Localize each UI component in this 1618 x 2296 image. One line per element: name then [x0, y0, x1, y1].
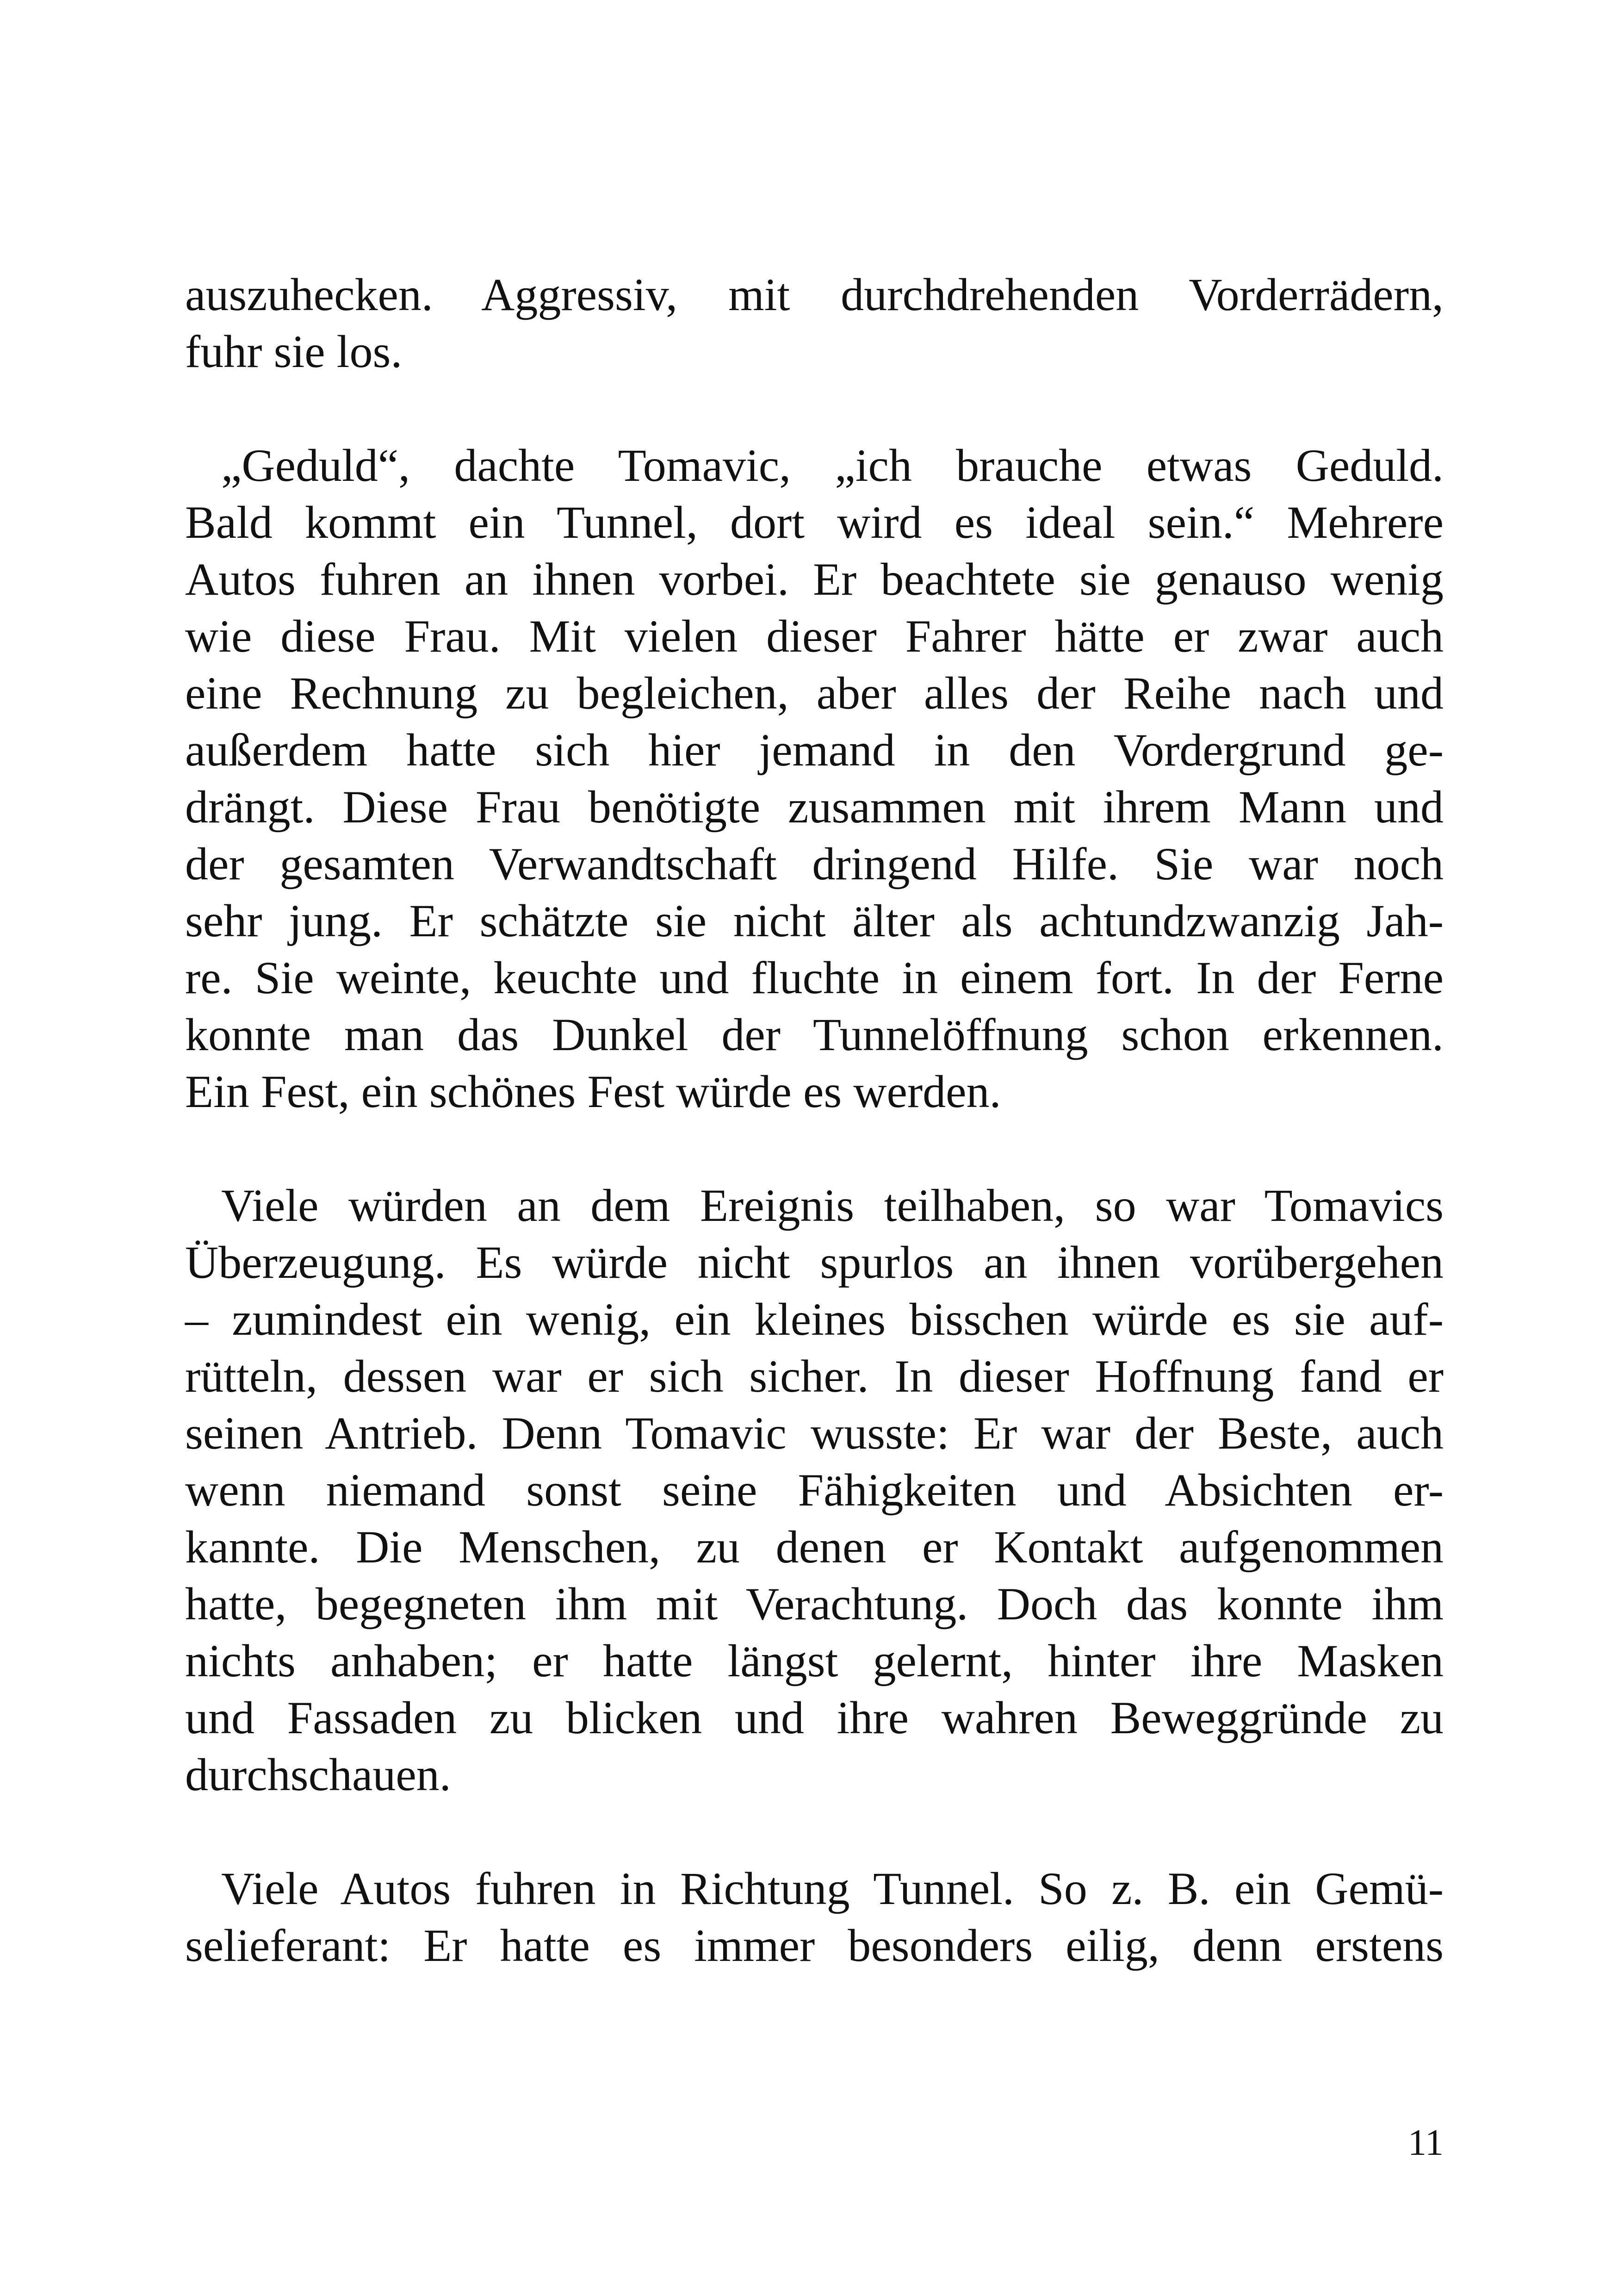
text-line: Viele Autos fuhren in Richtung Tunnel. So z. B. ein Gemü-: [221, 1863, 1444, 1914]
text-line: durchschauen.: [185, 1749, 451, 1800]
paragraph-2: [185, 437, 1444, 1120]
text-line: selieferant: Er hatte es immer besonders eilig, denn erstens: [185, 1920, 1444, 1971]
paragraph-1: [185, 266, 1444, 380]
text-line: und Fassaden zu blicken und ihre wahren Beweggründe zu: [185, 1692, 1444, 1743]
text-line: Viele würden an dem Ereignis teilhaben, so war Tomavics: [221, 1180, 1444, 1231]
text-line: – zumindest ein wenig, ein kleines bisschen würde es sie auf-: [185, 1294, 1444, 1345]
text-line: Bald kommt ein Tunnel, dort wird es ideal sein.“ Mehrere: [185, 497, 1444, 548]
text-line: außerdem hatte sich hier jemand in den Vordergrund ge-: [185, 724, 1444, 776]
text-line: Überzeugung. Es würde nicht spurlos an ihnen vorübergehen: [185, 1237, 1444, 1288]
text-line: kannte. Die Menschen, zu denen er Kontakt aufgenommen: [185, 1521, 1444, 1573]
text-line: auszuhecken. Aggressiv, mit durchdrehenden Vorderrädern,: [185, 269, 1444, 320]
page-number: 11: [1407, 2122, 1444, 2163]
text-line: hatte, begegneten ihm mit Verachtung. Doch das konnte ihm: [185, 1578, 1444, 1630]
text-line: wie diese Frau. Mit vielen dieser Fahrer hätte er zwar auch: [185, 610, 1444, 662]
text-line: konnte man das Dunkel der Tunnelöffnung schon erkennen.: [185, 1009, 1444, 1060]
text-line: sehr jung. Er schätzte sie nicht älter als achtundzwanzig Jah-: [185, 895, 1444, 946]
text-line: Ein Fest, ein schönes Fest würde es werden.: [185, 1066, 1001, 1117]
text-line: drängt. Diese Frau benötigte zusammen mit ihrem Mann und: [185, 781, 1444, 833]
body-text: [185, 266, 1444, 2031]
text-line: re. Sie weinte, keuchte und fluchte in einem fort. In der Ferne: [185, 952, 1444, 1003]
text-line: „Geduld“, dachte Tomavic, „ich brauche etwas Geduld.: [221, 440, 1444, 491]
text-line: eine Rechnung zu begleichen, aber alles der Reihe nach und: [185, 667, 1444, 719]
text-line: seinen Antrieb. Denn Tomavic wusste: Er war der Beste, auch: [185, 1407, 1444, 1459]
text-line: rütteln, dessen war er sich sicher. In dieser Hoffnung fand er: [185, 1350, 1444, 1402]
paragraph-3: [185, 1177, 1444, 1803]
text-line: Autos fuhren an ihnen vorbei. Er beachtete sie genauso wenig: [185, 554, 1444, 605]
text-line: der gesamten Verwandtschaft dringend Hilfe. Sie war noch: [185, 838, 1444, 890]
text-line: fuhr sie los.: [185, 326, 403, 377]
paragraph-4: [185, 1860, 1444, 1974]
text-line: wenn niemand sonst seine Fähigkeiten und Absichten er-: [185, 1464, 1444, 1516]
text-line: nichts anhaben; er hatte längst gelernt, hinter ihre Masken: [185, 1635, 1444, 1686]
